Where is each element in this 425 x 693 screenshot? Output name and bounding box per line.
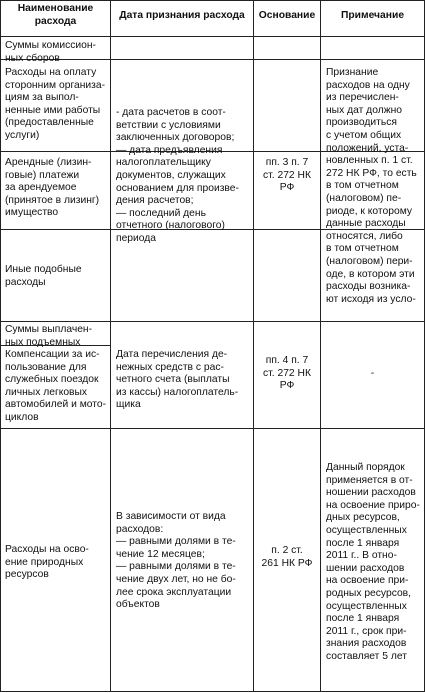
header-basis: Основание bbox=[258, 10, 316, 21]
recognition-date-block1: - дата расчетов в соот- ветствии с условиями заключенных договоров; — дата предъявления налогоплательщику документов, служащих основанием для произве- дения расчетов; — последний день отчетного (налогового) периода bbox=[116, 107, 239, 244]
rule-row1-end bbox=[0, 321, 425, 322]
expense-name-lift: Суммы выплачен- ных подъемных bbox=[5, 324, 93, 348]
rule-col3 bbox=[320, 0, 321, 692]
header-name-line: Наименование bbox=[17, 3, 94, 14]
rule-header-bottom bbox=[0, 36, 425, 37]
rule-top bbox=[0, 0, 425, 1]
recognition-date-block3: В зависимости от вида расходов: — равными долями в те- чение 12 месяцев; — равными долями в те- чение двух лет, но не бо- лее срока эксплуатации объектов bbox=[116, 511, 236, 611]
recognition-date-block2: Дата перечисления де- нежных средств с рас- четного счета (выплаты из кассы) налогоплатель- щика bbox=[116, 349, 239, 411]
expense-name-services: Расходы на оплату сторонним организа- циям за выпол- ненные ими работы (предоставленные услуги) bbox=[5, 67, 106, 141]
expense-name-commission: Суммы комиссион- ных сборов bbox=[5, 40, 96, 64]
rule-col2 bbox=[253, 0, 254, 692]
header-date: Дата признания расхода bbox=[119, 10, 245, 21]
note-block1: Признание расходов на одну из перечислен- ных дат должно производиться с учетом общих положений, уста- новленных п. 1 ст. 272 НК РФ, то есть в том отчетном (налоговом) пе- риоде, к которому данные расходы относятся, либо в том отчетном (налоговом) пери- оде, в котором эти расходы возника- ют исходя из усло- bbox=[326, 67, 417, 305]
header-name bbox=[1, 3, 110, 28]
rule-bottom bbox=[0, 691, 425, 692]
rule-row2-end bbox=[0, 428, 425, 429]
header-note: Примечание bbox=[340, 10, 405, 21]
expense-name-car-compensation: Компенсации за ис- пользование для служебных поездок личных легковых автомобилей и мото- циклов bbox=[5, 349, 107, 423]
note-block3: Данный порядок применяется в от- ношении расходов на освоение приро- дных ресурсов, осуществленных после 1 января 2011 г.. В отно- шении расходов на освоение при- родных ресурсов, осуществленных после 1 января 2011 г., срок при- знания расходов составляет 5 лет bbox=[326, 462, 420, 662]
note-block2: - bbox=[370, 368, 375, 379]
header-name-line: расхода bbox=[34, 15, 77, 27]
rule-col1 bbox=[110, 0, 111, 692]
basis-block1: пп. 3 п. 7 ст. 272 НК РФ bbox=[263, 157, 311, 194]
basis-block2: пп. 4 п. 7 ст. 272 НК РФ bbox=[263, 355, 311, 392]
basis-block3: п. 2 ст. 261 НК РФ bbox=[261, 545, 313, 569]
expense-name-natural-resources: Расходы на осво- ение природных ресурсов bbox=[5, 544, 89, 581]
rule-left bbox=[0, 0, 1, 692]
expense-name-other: Иные подобные расходы bbox=[5, 264, 82, 288]
expense-name-lease: Арендные (лизин- говые) платежи за арендуемое (принятое в лизинг) имущество bbox=[5, 157, 100, 219]
